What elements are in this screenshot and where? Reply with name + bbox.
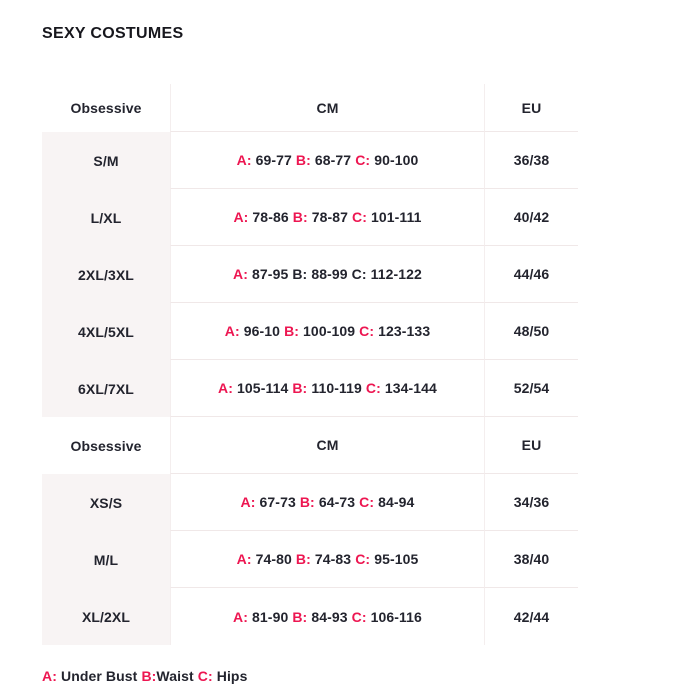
legend-label: A: xyxy=(42,668,57,684)
eu-cell: 38/40 xyxy=(485,531,578,588)
measurements-line xyxy=(233,609,422,625)
measurements-cell xyxy=(170,303,485,360)
size-cell: 4XL/5XL xyxy=(42,303,170,360)
header-cell-eu: EU xyxy=(485,417,578,474)
header-cell-obsessive: Obsessive xyxy=(70,437,142,454)
measurements-line xyxy=(225,323,430,339)
measure-label: C: xyxy=(359,323,375,339)
size-cell: 2XL/3XL xyxy=(42,246,170,303)
measurements-cell xyxy=(170,474,485,531)
size-cell: 6XL/7XL xyxy=(42,360,170,417)
eu-cell: 44/46 xyxy=(485,246,578,303)
eu-cell: 48/50 xyxy=(485,303,578,360)
measure-label: A: xyxy=(240,494,256,510)
header-cell-cm: CM xyxy=(170,417,485,474)
measurements-line xyxy=(237,551,419,567)
measure-label: A: xyxy=(233,608,249,625)
measure-label: B: xyxy=(284,323,300,339)
measure-value: 95-105 xyxy=(374,551,419,567)
size-cell: M/L xyxy=(42,531,170,588)
measure-label: A: xyxy=(224,323,240,339)
measure-value: 100-109 xyxy=(303,323,356,339)
size-table xyxy=(42,84,578,645)
eu-cell: 34/36 xyxy=(485,474,578,531)
eu-cell: 40/42 xyxy=(485,189,578,246)
measure-label: A: xyxy=(233,209,249,225)
table-row xyxy=(42,360,578,417)
size-cell: XS/S xyxy=(42,474,170,531)
table-row xyxy=(42,588,578,645)
measurements-line xyxy=(233,209,421,225)
measure-value: 84-94 xyxy=(378,494,415,510)
measure-label: C: xyxy=(351,608,367,625)
measure-value: 123-133 xyxy=(378,323,431,339)
size-cell: L/XL xyxy=(42,189,170,246)
measurements-cell xyxy=(170,189,485,246)
measure-value: 88-99 xyxy=(311,266,348,282)
header-cell-cm: CM xyxy=(170,84,485,132)
measure-value: 90-100 xyxy=(374,152,419,168)
table-row xyxy=(42,189,578,246)
measurements-line xyxy=(233,266,422,282)
eu-cell: 52/54 xyxy=(485,360,578,417)
measure-label: C: xyxy=(359,494,375,510)
legend-text: Under Bust xyxy=(60,668,138,684)
legend-text: Waist xyxy=(156,668,194,684)
measure-value: 81-90 xyxy=(252,608,289,625)
table-header-row xyxy=(42,84,578,132)
measurements-cell xyxy=(170,246,485,303)
measure-value: 67-73 xyxy=(259,494,296,510)
legend-label: B: xyxy=(141,668,157,684)
measure-label: C: xyxy=(355,551,371,567)
measurements-cell xyxy=(170,360,485,417)
measurements-line xyxy=(241,494,415,510)
measure-value: 106-116 xyxy=(370,608,422,625)
measure-label: B: xyxy=(299,494,315,510)
table-header-row xyxy=(42,417,578,474)
size-cell: XL/2XL xyxy=(42,588,170,645)
measurements-cell xyxy=(170,132,485,189)
measure-value: 87-95 xyxy=(252,266,289,282)
measure-value: 134-144 xyxy=(384,380,437,396)
measure-value: 101-111 xyxy=(371,209,422,225)
measure-value: 68-77 xyxy=(314,152,352,168)
measure-value: 84-93 xyxy=(311,608,348,625)
table-row xyxy=(42,474,578,531)
measure-value: 78-87 xyxy=(311,209,349,225)
header-cell-eu: EU xyxy=(485,84,578,132)
measure-label: C: xyxy=(352,209,368,225)
table-row xyxy=(42,246,578,303)
measure-label: A: xyxy=(218,380,234,396)
measure-label: B: xyxy=(292,209,308,225)
measurements-cell xyxy=(170,531,485,588)
eu-cell: 42/44 xyxy=(513,608,550,625)
table-row xyxy=(42,531,578,588)
measure-label: B: xyxy=(292,608,308,625)
measure-value: 110-119 xyxy=(311,380,362,396)
legend-text: Hips xyxy=(216,668,248,684)
measure-label: B: xyxy=(292,266,308,282)
measurements-line xyxy=(218,380,437,396)
measure-value: 74-83 xyxy=(314,551,352,567)
measure-value: 96-10 xyxy=(243,323,281,339)
measure-value: 64-73 xyxy=(318,494,356,510)
measure-label: B: xyxy=(295,152,311,168)
measure-label: C: xyxy=(355,152,371,168)
size-cell: S/M xyxy=(42,132,170,189)
measure-value: 69-77 xyxy=(255,152,292,168)
measure-label: B: xyxy=(292,380,308,396)
measurements-line xyxy=(237,152,419,168)
page-title: SEXY COSTUMES xyxy=(42,24,184,42)
measure-label: A: xyxy=(236,551,252,567)
measure-label: C: xyxy=(351,266,367,282)
measure-value: 105-114 xyxy=(237,380,289,396)
measure-label: A: xyxy=(236,152,252,168)
measure-label: A: xyxy=(233,266,249,282)
measure-value: 112-122 xyxy=(370,266,422,282)
measure-legend xyxy=(42,668,247,684)
header-cell-obsessive: Obsessive xyxy=(70,100,142,116)
eu-cell: 36/38 xyxy=(485,132,578,189)
legend-label: C: xyxy=(197,668,213,684)
table-row xyxy=(42,132,578,189)
measurements-cell xyxy=(170,588,485,645)
measure-value: 74-80 xyxy=(255,551,292,567)
table-row xyxy=(42,303,578,360)
measure-value: 78-86 xyxy=(252,209,289,225)
measure-label: B: xyxy=(295,551,311,567)
measure-label: C: xyxy=(365,380,381,396)
